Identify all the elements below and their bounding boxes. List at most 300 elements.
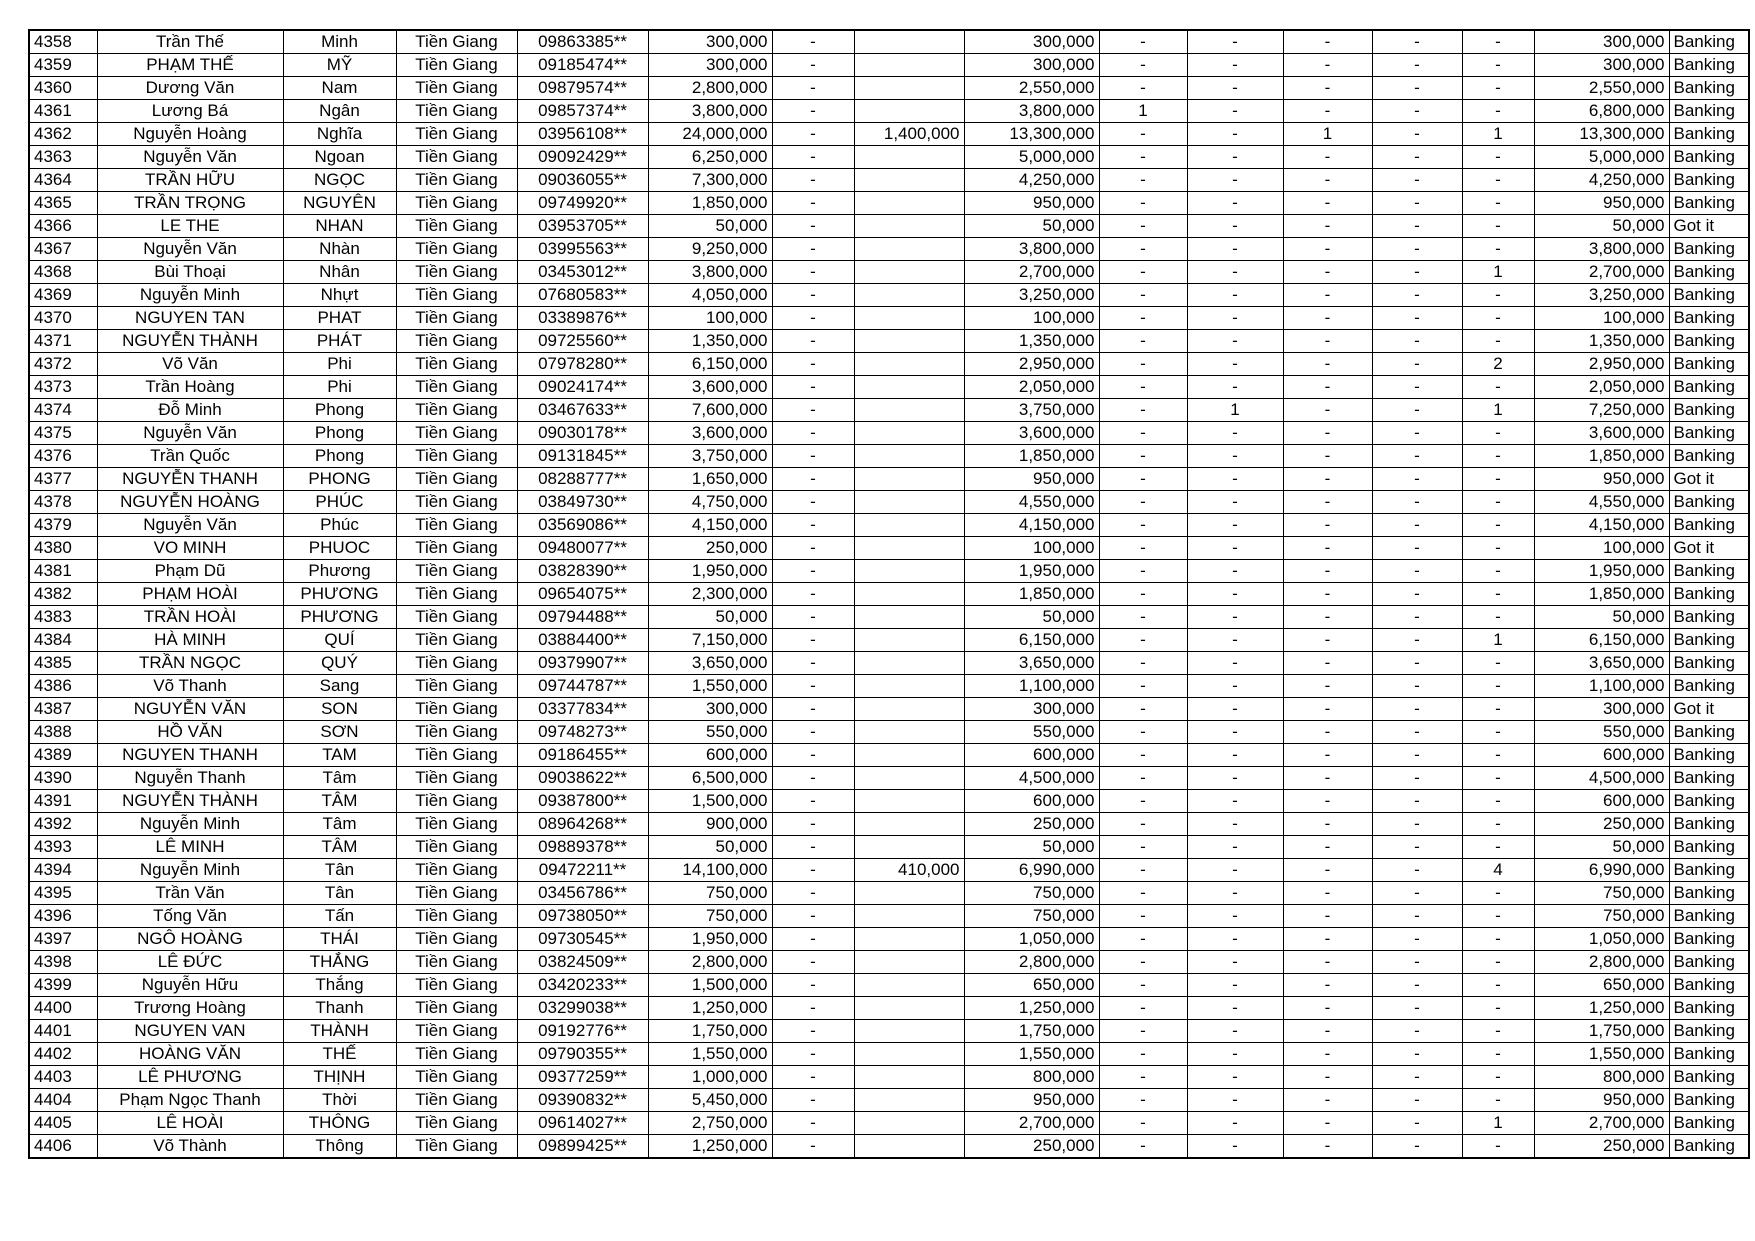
phone-number-cell: 09857374** — [517, 100, 648, 123]
last-middle-name-cell: PHẠM HOÀI — [97, 583, 283, 606]
count-2-cell: - — [1187, 537, 1283, 560]
count-1-cell: - — [1099, 790, 1187, 813]
row-number-cell: 4377 — [29, 468, 97, 491]
amount-1-cell: 7,600,000 — [648, 399, 772, 422]
count-4-cell: - — [1372, 376, 1462, 399]
total-amount-cell: 1,850,000 — [1534, 445, 1669, 468]
amount-1-cell: 1,500,000 — [648, 974, 772, 997]
province-cell: Tiền Giang — [396, 537, 517, 560]
row-number-cell: 4372 — [29, 353, 97, 376]
table-row — [29, 790, 1749, 813]
count-2-cell: - — [1187, 974, 1283, 997]
province-cell: Tiền Giang — [396, 54, 517, 77]
amount-1-cell: 50,000 — [648, 606, 772, 629]
first-name-cell: THẮNG — [283, 951, 396, 974]
amount-3-cell — [854, 284, 964, 307]
count-4-cell: - — [1372, 1112, 1462, 1135]
table-row — [29, 583, 1749, 606]
phone-number-cell: 09654075** — [517, 583, 648, 606]
amount-3-cell — [854, 560, 964, 583]
amount-1-cell: 2,800,000 — [648, 77, 772, 100]
row-number-cell: 4390 — [29, 767, 97, 790]
amount-3-cell — [854, 928, 964, 951]
total-amount-cell: 3,250,000 — [1534, 284, 1669, 307]
amount-4-cell: 3,800,000 — [964, 100, 1099, 123]
count-3-cell: - — [1283, 905, 1372, 928]
last-middle-name-cell: Nguyễn Văn — [97, 146, 283, 169]
amount-4-cell: 950,000 — [964, 192, 1099, 215]
payment-method-cell: Banking — [1669, 905, 1749, 928]
table-row — [29, 1020, 1749, 1043]
amount-1-cell: 3,600,000 — [648, 376, 772, 399]
first-name-cell: Phúc — [283, 514, 396, 537]
total-amount-cell: 300,000 — [1534, 30, 1669, 54]
count-1-cell: - — [1099, 1066, 1187, 1089]
amount-2-cell: - — [772, 974, 854, 997]
payment-method-cell: Banking — [1669, 606, 1749, 629]
last-middle-name-cell: Nguyễn Văn — [97, 422, 283, 445]
count-3-cell: - — [1283, 629, 1372, 652]
amount-4-cell: 1,550,000 — [964, 1043, 1099, 1066]
count-2-cell: - — [1187, 1043, 1283, 1066]
count-3-cell: - — [1283, 974, 1372, 997]
first-name-cell: Minh — [283, 30, 396, 54]
phone-number-cell: 08964268** — [517, 813, 648, 836]
count-5-cell: - — [1462, 836, 1534, 859]
province-cell: Tiền Giang — [396, 767, 517, 790]
amount-2-cell: - — [772, 353, 854, 376]
amount-1-cell: 1,250,000 — [648, 997, 772, 1020]
row-number-cell: 4362 — [29, 123, 97, 146]
amount-1-cell: 50,000 — [648, 836, 772, 859]
count-4-cell: - — [1372, 537, 1462, 560]
last-middle-name-cell: Trần Hoàng — [97, 376, 283, 399]
count-5-cell: - — [1462, 307, 1534, 330]
amount-4-cell: 800,000 — [964, 1066, 1099, 1089]
count-4-cell: - — [1372, 146, 1462, 169]
total-amount-cell: 4,250,000 — [1534, 169, 1669, 192]
phone-number-cell: 09863385** — [517, 30, 648, 54]
province-cell: Tiền Giang — [396, 1020, 517, 1043]
count-1-cell: - — [1099, 652, 1187, 675]
amount-3-cell — [854, 353, 964, 376]
amount-1-cell: 1,550,000 — [648, 675, 772, 698]
count-5-cell: - — [1462, 813, 1534, 836]
payment-method-cell: Banking — [1669, 284, 1749, 307]
amount-3-cell — [854, 261, 964, 284]
count-1-cell: - — [1099, 468, 1187, 491]
last-middle-name-cell: LÊ HOÀI — [97, 1112, 283, 1135]
table-row — [29, 652, 1749, 675]
count-1-cell: - — [1099, 123, 1187, 146]
first-name-cell: TÂM — [283, 836, 396, 859]
amount-3-cell — [854, 146, 964, 169]
payment-method-cell: Banking — [1669, 583, 1749, 606]
count-5-cell: - — [1462, 560, 1534, 583]
amount-2-cell: - — [772, 790, 854, 813]
amount-4-cell: 1,250,000 — [964, 997, 1099, 1020]
phone-number-cell: 03956108** — [517, 123, 648, 146]
total-amount-cell: 1,950,000 — [1534, 560, 1669, 583]
amount-1-cell: 300,000 — [648, 54, 772, 77]
amount-2-cell: - — [772, 997, 854, 1020]
amount-1-cell: 24,000,000 — [648, 123, 772, 146]
table-row — [29, 905, 1749, 928]
payment-method-cell: Banking — [1669, 146, 1749, 169]
count-5-cell: 1 — [1462, 399, 1534, 422]
row-number-cell: 4373 — [29, 376, 97, 399]
table-row — [29, 353, 1749, 376]
first-name-cell: THÀNH — [283, 1020, 396, 1043]
amount-4-cell: 750,000 — [964, 882, 1099, 905]
phone-number-cell: 03824509** — [517, 951, 648, 974]
first-name-cell: Tấn — [283, 905, 396, 928]
amount-1-cell: 4,750,000 — [648, 491, 772, 514]
phone-number-cell: 03995563** — [517, 238, 648, 261]
row-number-cell: 4361 — [29, 100, 97, 123]
table-row — [29, 261, 1749, 284]
count-5-cell: - — [1462, 284, 1534, 307]
amount-3-cell — [854, 1135, 964, 1159]
payment-method-cell: Banking — [1669, 491, 1749, 514]
payment-method-cell: Banking — [1669, 836, 1749, 859]
row-number-cell: 4375 — [29, 422, 97, 445]
first-name-cell: Nhàn — [283, 238, 396, 261]
payment-method-cell: Banking — [1669, 77, 1749, 100]
amount-1-cell: 6,500,000 — [648, 767, 772, 790]
amount-1-cell: 5,450,000 — [648, 1089, 772, 1112]
count-4-cell: - — [1372, 928, 1462, 951]
first-name-cell: PHƯƠNG — [283, 583, 396, 606]
payment-method-cell: Banking — [1669, 951, 1749, 974]
row-number-cell: 4385 — [29, 652, 97, 675]
amount-1-cell: 9,250,000 — [648, 238, 772, 261]
count-2-cell: - — [1187, 307, 1283, 330]
last-middle-name-cell: Dương Văn — [97, 77, 283, 100]
count-4-cell: - — [1372, 721, 1462, 744]
first-name-cell: QUÍ — [283, 629, 396, 652]
count-1-cell: - — [1099, 813, 1187, 836]
count-5-cell: - — [1462, 905, 1534, 928]
count-1-cell: - — [1099, 1043, 1187, 1066]
first-name-cell: NGỌC — [283, 169, 396, 192]
table-row — [29, 1066, 1749, 1089]
amount-1-cell: 750,000 — [648, 882, 772, 905]
row-number-cell: 4370 — [29, 307, 97, 330]
amount-2-cell: - — [772, 836, 854, 859]
province-cell: Tiền Giang — [396, 951, 517, 974]
amount-4-cell: 3,650,000 — [964, 652, 1099, 675]
row-number-cell: 4396 — [29, 905, 97, 928]
amount-4-cell: 2,800,000 — [964, 951, 1099, 974]
phone-number-cell: 09748273** — [517, 721, 648, 744]
phone-number-cell: 09614027** — [517, 1112, 648, 1135]
count-1-cell: - — [1099, 169, 1187, 192]
last-middle-name-cell: NGUYEN TAN — [97, 307, 283, 330]
amount-1-cell: 7,150,000 — [648, 629, 772, 652]
count-3-cell: - — [1283, 514, 1372, 537]
count-2-cell: - — [1187, 261, 1283, 284]
count-1-cell: - — [1099, 284, 1187, 307]
count-2-cell: - — [1187, 606, 1283, 629]
payment-method-cell: Banking — [1669, 1066, 1749, 1089]
amount-3-cell — [854, 514, 964, 537]
count-4-cell: - — [1372, 698, 1462, 721]
phone-number-cell: 09472211** — [517, 859, 648, 882]
amount-3-cell — [854, 790, 964, 813]
first-name-cell: NGUYÊN — [283, 192, 396, 215]
count-3-cell: - — [1283, 146, 1372, 169]
amount-3-cell — [854, 192, 964, 215]
province-cell: Tiền Giang — [396, 790, 517, 813]
amount-2-cell: - — [772, 77, 854, 100]
count-3-cell: - — [1283, 307, 1372, 330]
last-middle-name-cell: Phạm Dũ — [97, 560, 283, 583]
phone-number-cell: 03299038** — [517, 997, 648, 1020]
count-4-cell: - — [1372, 399, 1462, 422]
payment-method-cell: Banking — [1669, 560, 1749, 583]
count-1-cell: - — [1099, 928, 1187, 951]
count-2-cell: - — [1187, 30, 1283, 54]
last-middle-name-cell: LÊ PHƯƠNG — [97, 1066, 283, 1089]
last-middle-name-cell: NGUYỄN VĂN — [97, 698, 283, 721]
row-number-cell: 4404 — [29, 1089, 97, 1112]
amount-4-cell: 250,000 — [964, 1135, 1099, 1159]
amount-3-cell — [854, 1043, 964, 1066]
count-1-cell: - — [1099, 238, 1187, 261]
count-2-cell: - — [1187, 629, 1283, 652]
count-5-cell: - — [1462, 169, 1534, 192]
count-2-cell: - — [1187, 859, 1283, 882]
payment-method-cell: Banking — [1669, 445, 1749, 468]
count-2-cell: - — [1187, 744, 1283, 767]
count-5-cell: - — [1462, 951, 1534, 974]
amount-2-cell: - — [772, 928, 854, 951]
count-5-cell: - — [1462, 422, 1534, 445]
amount-2-cell: - — [772, 882, 854, 905]
amount-1-cell: 1,350,000 — [648, 330, 772, 353]
count-4-cell: - — [1372, 951, 1462, 974]
amount-3-cell — [854, 974, 964, 997]
amount-2-cell: - — [772, 1020, 854, 1043]
count-4-cell: - — [1372, 790, 1462, 813]
count-4-cell: - — [1372, 169, 1462, 192]
count-4-cell: - — [1372, 675, 1462, 698]
amount-1-cell: 2,800,000 — [648, 951, 772, 974]
payment-method-cell: Banking — [1669, 767, 1749, 790]
row-number-cell: 4401 — [29, 1020, 97, 1043]
amount-4-cell: 1,750,000 — [964, 1020, 1099, 1043]
count-2-cell: - — [1187, 238, 1283, 261]
last-middle-name-cell: LÊ ĐỨC — [97, 951, 283, 974]
first-name-cell: PHAT — [283, 307, 396, 330]
count-3-cell: - — [1283, 284, 1372, 307]
count-4-cell: - — [1372, 353, 1462, 376]
count-4-cell: - — [1372, 1043, 1462, 1066]
count-4-cell: - — [1372, 100, 1462, 123]
count-4-cell: - — [1372, 491, 1462, 514]
count-1-cell: - — [1099, 1089, 1187, 1112]
payment-method-cell: Banking — [1669, 353, 1749, 376]
count-2-cell: - — [1187, 445, 1283, 468]
table-row — [29, 675, 1749, 698]
amount-1-cell: 50,000 — [648, 215, 772, 238]
province-cell: Tiền Giang — [396, 905, 517, 928]
amount-1-cell: 600,000 — [648, 744, 772, 767]
count-5-cell: - — [1462, 54, 1534, 77]
table-row — [29, 146, 1749, 169]
amount-1-cell: 300,000 — [648, 30, 772, 54]
amount-3-cell — [854, 629, 964, 652]
last-middle-name-cell: Võ Thanh — [97, 675, 283, 698]
count-5-cell: - — [1462, 583, 1534, 606]
province-cell: Tiền Giang — [396, 238, 517, 261]
total-amount-cell: 6,150,000 — [1534, 629, 1669, 652]
province-cell: Tiền Giang — [396, 307, 517, 330]
count-2-cell: - — [1187, 169, 1283, 192]
table-row — [29, 192, 1749, 215]
payment-method-cell: Banking — [1669, 721, 1749, 744]
first-name-cell: THÔNG — [283, 1112, 396, 1135]
count-1-cell: - — [1099, 307, 1187, 330]
amount-4-cell: 3,750,000 — [964, 399, 1099, 422]
province-cell: Tiền Giang — [396, 629, 517, 652]
total-amount-cell: 600,000 — [1534, 744, 1669, 767]
last-middle-name-cell: HOÀNG VĂN — [97, 1043, 283, 1066]
count-5-cell: - — [1462, 744, 1534, 767]
amount-3-cell — [854, 652, 964, 675]
count-5-cell: - — [1462, 652, 1534, 675]
phone-number-cell: 08288777** — [517, 468, 648, 491]
amount-4-cell: 3,800,000 — [964, 238, 1099, 261]
count-4-cell: - — [1372, 77, 1462, 100]
payment-method-cell: Banking — [1669, 997, 1749, 1020]
amount-4-cell: 100,000 — [964, 307, 1099, 330]
table-row — [29, 77, 1749, 100]
phone-number-cell: 03467633** — [517, 399, 648, 422]
first-name-cell: Thời — [283, 1089, 396, 1112]
table-row — [29, 169, 1749, 192]
total-amount-cell: 4,500,000 — [1534, 767, 1669, 790]
count-5-cell: - — [1462, 514, 1534, 537]
payment-method-cell: Banking — [1669, 123, 1749, 146]
table-row — [29, 836, 1749, 859]
first-name-cell: NHAN — [283, 215, 396, 238]
amount-1-cell: 550,000 — [648, 721, 772, 744]
phone-number-cell: 07680583** — [517, 284, 648, 307]
amount-3-cell — [854, 1089, 964, 1112]
total-amount-cell: 2,700,000 — [1534, 261, 1669, 284]
count-3-cell: - — [1283, 1020, 1372, 1043]
first-name-cell: Nhân — [283, 261, 396, 284]
amount-2-cell: - — [772, 583, 854, 606]
last-middle-name-cell: Trần Quốc — [97, 445, 283, 468]
row-number-cell: 4366 — [29, 215, 97, 238]
count-4-cell: - — [1372, 238, 1462, 261]
province-cell: Tiền Giang — [396, 836, 517, 859]
amount-4-cell: 6,990,000 — [964, 859, 1099, 882]
table-row — [29, 284, 1749, 307]
row-number-cell: 4369 — [29, 284, 97, 307]
total-amount-cell: 6,990,000 — [1534, 859, 1669, 882]
first-name-cell: Tân — [283, 882, 396, 905]
count-3-cell: - — [1283, 1066, 1372, 1089]
amount-3-cell — [854, 744, 964, 767]
amount-2-cell: - — [772, 560, 854, 583]
amount-3-cell — [854, 813, 964, 836]
province-cell: Tiền Giang — [396, 399, 517, 422]
count-2-cell: - — [1187, 905, 1283, 928]
amount-3-cell — [854, 583, 964, 606]
amount-1-cell: 2,750,000 — [648, 1112, 772, 1135]
count-3-cell: - — [1283, 744, 1372, 767]
amount-3-cell — [854, 1112, 964, 1135]
amount-2-cell: - — [772, 169, 854, 192]
amount-2-cell: - — [772, 1135, 854, 1159]
count-5-cell: 1 — [1462, 123, 1534, 146]
count-1-cell: - — [1099, 698, 1187, 721]
row-number-cell: 4400 — [29, 997, 97, 1020]
first-name-cell: Thông — [283, 1135, 396, 1159]
count-5-cell: - — [1462, 238, 1534, 261]
total-amount-cell: 2,700,000 — [1534, 1112, 1669, 1135]
count-3-cell: - — [1283, 560, 1372, 583]
amount-3-cell — [854, 30, 964, 54]
amount-1-cell: 6,250,000 — [648, 146, 772, 169]
count-5-cell: - — [1462, 468, 1534, 491]
count-1-cell: - — [1099, 905, 1187, 928]
count-4-cell: - — [1372, 30, 1462, 54]
payment-method-cell: Got it — [1669, 215, 1749, 238]
total-amount-cell: 300,000 — [1534, 54, 1669, 77]
table-row — [29, 307, 1749, 330]
amount-4-cell: 650,000 — [964, 974, 1099, 997]
count-3-cell: - — [1283, 261, 1372, 284]
amount-2-cell: - — [772, 629, 854, 652]
amount-2-cell: - — [772, 721, 854, 744]
count-5-cell: - — [1462, 491, 1534, 514]
amount-1-cell: 100,000 — [648, 307, 772, 330]
count-4-cell: - — [1372, 1089, 1462, 1112]
payment-method-cell: Banking — [1669, 514, 1749, 537]
last-middle-name-cell: Trần Thế — [97, 30, 283, 54]
count-1-cell: - — [1099, 997, 1187, 1020]
amount-2-cell: - — [772, 284, 854, 307]
first-name-cell: Phương — [283, 560, 396, 583]
amount-2-cell: - — [772, 468, 854, 491]
count-5-cell: - — [1462, 767, 1534, 790]
count-3-cell: - — [1283, 376, 1372, 399]
count-4-cell: - — [1372, 583, 1462, 606]
count-1-cell: - — [1099, 77, 1187, 100]
count-4-cell: - — [1372, 974, 1462, 997]
amount-4-cell: 2,050,000 — [964, 376, 1099, 399]
count-5-cell: - — [1462, 698, 1534, 721]
count-3-cell: - — [1283, 1089, 1372, 1112]
amount-4-cell: 1,950,000 — [964, 560, 1099, 583]
count-2-cell: - — [1187, 77, 1283, 100]
row-number-cell: 4371 — [29, 330, 97, 353]
count-5-cell: - — [1462, 1089, 1534, 1112]
total-amount-cell: 3,650,000 — [1534, 652, 1669, 675]
count-4-cell: - — [1372, 767, 1462, 790]
count-5-cell: 2 — [1462, 353, 1534, 376]
phone-number-cell: 09899425** — [517, 1135, 648, 1159]
first-name-cell: Ngoan — [283, 146, 396, 169]
phone-number-cell: 09092429** — [517, 146, 648, 169]
amount-3-cell — [854, 215, 964, 238]
count-1-cell: - — [1099, 882, 1187, 905]
